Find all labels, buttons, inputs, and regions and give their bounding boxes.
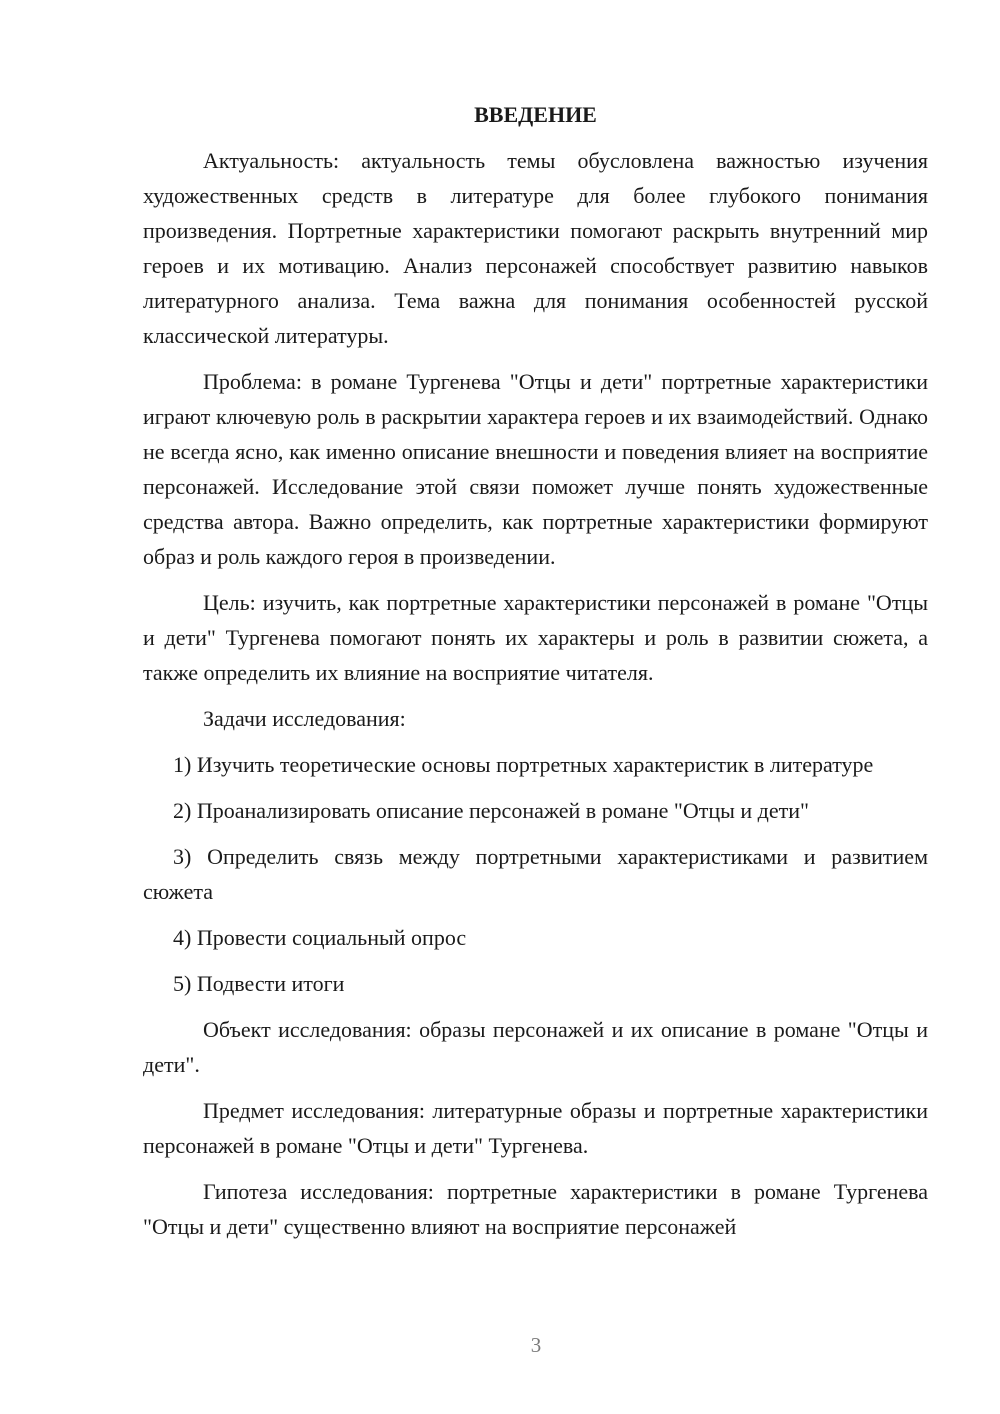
page-content — [143, 97, 928, 1255]
task-item: 4) Провести социальный опрос — [173, 925, 467, 950]
page-number: 3 — [530, 1333, 542, 1357]
task-item: 3) Определить связь между портретными характеристиками и развитием сюжета — [143, 844, 928, 904]
tasks-list — [143, 747, 928, 1001]
paragraph-relevance: Актуальность: актуальность темы обусловлена важностью изучения художественных средств в литературе для более глубокого понимания произведения. Портретные характеристики помогают раскрыть внутренний мир героев и их мотивацию. Анализ персонажей способствует развитию навыков литературного анализа. Тема важна для понимания особенностей русской классической литературы. — [143, 148, 928, 348]
tasks-title: Задачи исследования: — [203, 706, 406, 731]
task-item: 5) Подвести итоги — [173, 971, 345, 996]
section-heading: ВВЕДЕНИЕ — [474, 102, 597, 127]
task-item: 2) Проанализировать описание персонажей в романе "Отцы и дети" — [173, 798, 809, 823]
paragraph-problem: Проблема: в романе Тургенева "Отцы и дети" портретные характеристики играют ключевую роль в раскрытии характера героев и их взаимодействий. Однако не всегда ясно, как именно описание внешности и поведения влияет на восприятие персонажей. Исследование этой связи поможет лучше понять художественные средства автора. Важно определить, как портретные характеристики формируют образ и роль каждого героя в произведении. — [143, 369, 928, 569]
paragraph-subject: Предмет исследования: литературные образы и портретные характеристики персонажей в романе "Отцы и дети" Тургенева. — [143, 1098, 928, 1158]
paragraph-hypothesis: Гипотеза исследования: портретные характеристики в романе Тургенева "Отцы и дети" существенно влияют на восприятие персонажей — [143, 1179, 928, 1239]
paragraph-object: Объект исследования: образы персонажей и их описание в романе "Отцы и дети". — [143, 1017, 928, 1077]
task-item: 1) Изучить теоретические основы портретных характеристик в литературе — [173, 752, 874, 777]
paragraph-goal: Цель: изучить, как портретные характеристики персонажей в романе "Отцы и дети" Тургенева помогают понять их характеры и роль в развитии сюжета, а также определить их влияние на восприятие читателя. — [143, 590, 928, 685]
